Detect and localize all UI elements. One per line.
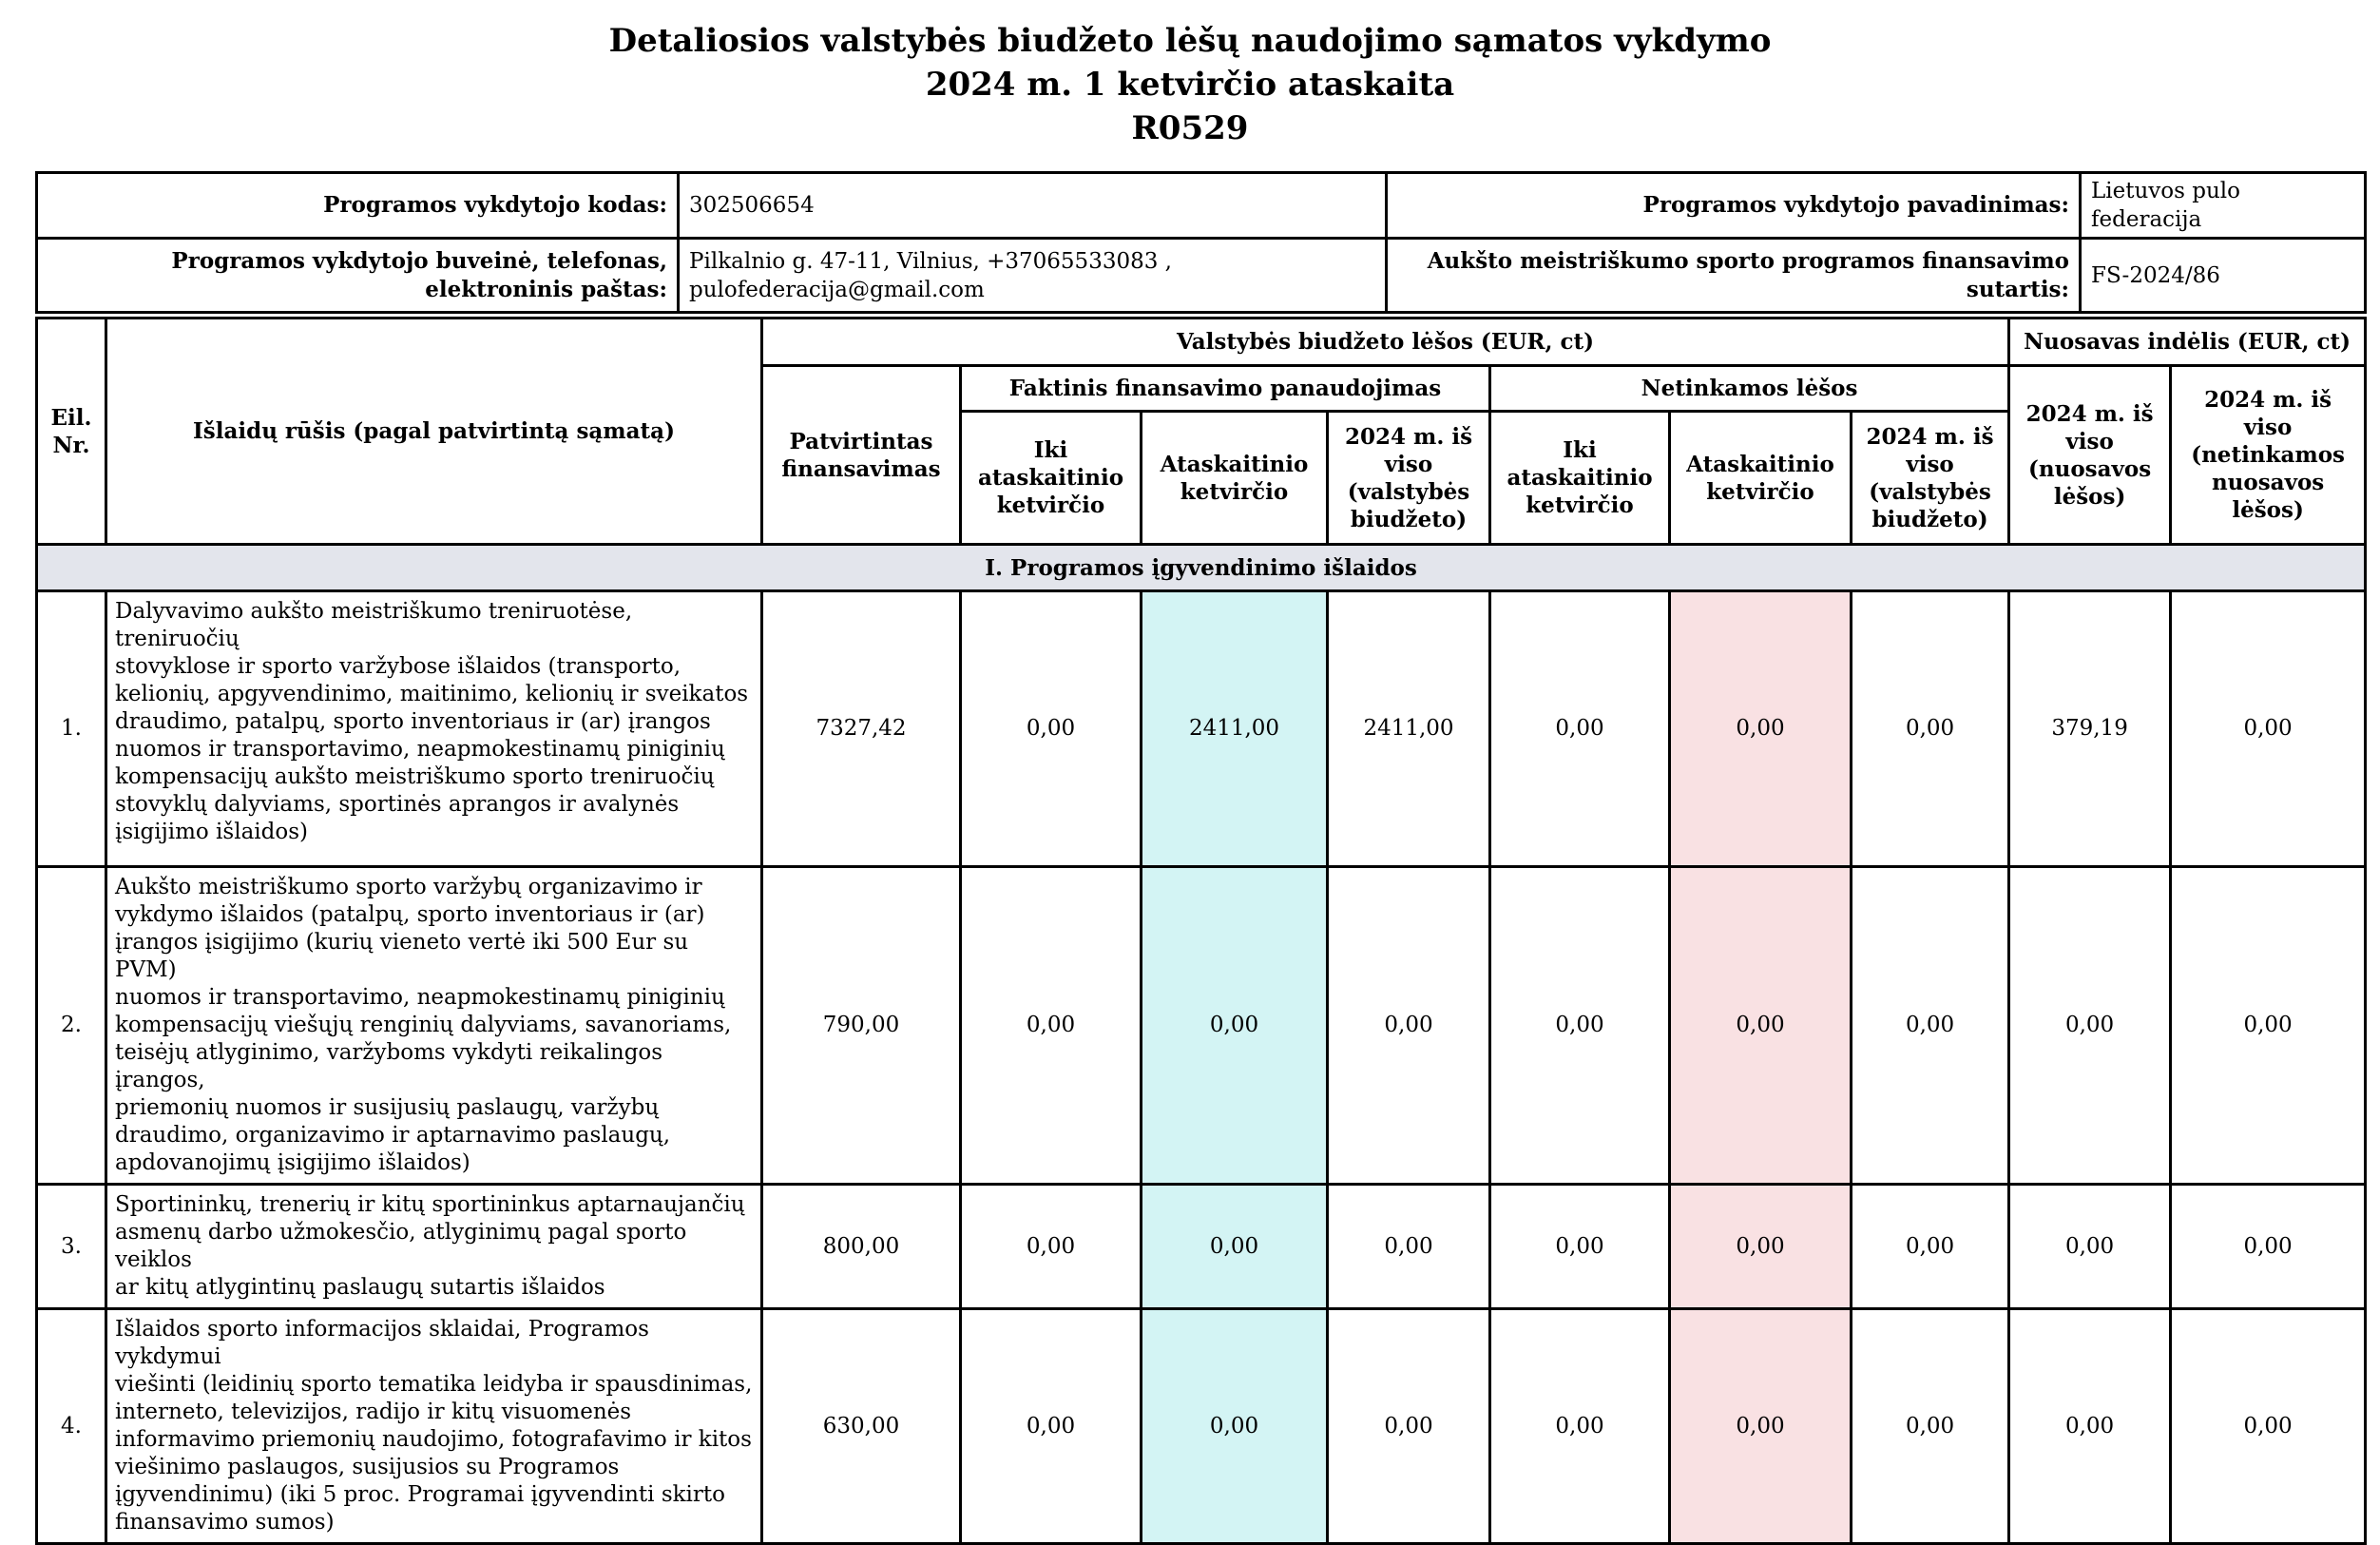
ineligible-total-cell: 0,00 [1852,867,2009,1185]
own-total-cell: 0,00 [2009,1309,2171,1544]
row-description: Aukšto meistriškumo sporto varžybų organizavimo ir vykdymo išlaidos (patalpų, sporto inventoriaus ir (ar) įrangos įsigijimo (kurių vieneto vertė iki 500 Eur su PVM) nuomos ir transportavimo, neapmokestinamų piniginių kompensacijų viešųjų renginių dalyviams, savanoriams, teisėjų atlyginimo, varžyboms vykdyti reikalingos įrangos, priemonių nuomos ir susijusių paslaugų, varžybų draudimo, organizavimo ir aptarnavimo paslaugų, apdovanojimų įsigijimo išlaidos) [106,867,762,1185]
actual-reporting-cell[interactable]: 0,00 [1142,1309,1328,1544]
actual-before-cell: 0,00 [961,1185,1142,1309]
ineligible-reporting-cell[interactable]: 0,00 [1670,591,1852,867]
table-row [37,1185,2366,1309]
actual-total-cell: 0,00 [1328,1185,1490,1309]
ineligible-before-cell: 0,00 [1490,867,1670,1185]
row-description: Sportininkų, trenerių ir kitų sportininkus aptarnaujančių asmenų darbo užmokesčio, atlyginimų pagal sporto veiklos ar kitų atlygintinų paslaugų sutartis išlaidos [106,1185,762,1309]
row-nr: 3. [37,1185,106,1309]
actual-reporting-cell[interactable]: 0,00 [1142,867,1328,1185]
table-row [37,591,2366,867]
header-expense-type: Išlaidų rūšis (pagal patvirtintą sąmatą) [106,319,762,545]
own-total-cell: 0,00 [2009,1185,2171,1309]
actual-reporting-cell[interactable]: 2411,00 [1142,591,1328,867]
ineligible-total-cell: 0,00 [1852,591,2009,867]
header-approved: Patvirtintas finansavimas [762,366,961,545]
header-own-total: 2024 m. iš viso (nuosavos lėšos) [2009,366,2171,545]
title-line-3: R0529 [1131,109,1249,147]
ineligible-total-cell: 0,00 [1852,1309,2009,1544]
actual-total-cell: 0,00 [1328,1309,1490,1544]
header-state-budget: Valstybės biudžeto lėšos (EUR, ct) [762,319,2009,366]
actual-total-cell: 2411,00 [1328,591,1490,867]
header-ineligible-total: 2024 m. iš viso (valstybės biudžeto) [1852,412,2009,545]
ineligible-reporting-cell[interactable]: 0,00 [1670,1185,1852,1309]
header-actual-before-q: Iki ataskaitinio ketvirčio [961,412,1142,545]
approved-cell: 790,00 [762,867,961,1185]
actual-reporting-cell[interactable]: 0,00 [1142,1185,1328,1309]
header-own-contribution: Nuosavas indėlis (EUR, ct) [2009,319,2366,366]
ineligible-before-cell: 0,00 [1490,1185,1670,1309]
row-nr: 4. [37,1309,106,1544]
actual-before-cell: 0,00 [961,867,1142,1185]
approved-cell: 7327,42 [762,591,961,867]
table-row [37,867,2366,1185]
title-line-1: Detaliosios valstybės biudžeto lėšų naudojimo sąmatos vykdymo [608,22,1772,60]
row-description: Dalyvavimo aukšto meistriškumo treniruotėse, treniruočių stovyklose ir sporto varžybose išlaidos (transporto, kelionių, apgyvendinimo, maitinimo, kelionių ir sveikatos draudimo, patalpų, sporto inventoriaus ir (ar) įrangos nuomos ir transportavimo, neapmokestinamų piniginių kompensacijų aukšto meistriškumo sporto treniruočių stovyklų dalyviams, sportinės aprangos ir avalynės įsigijimo išlaidos) [106,591,762,867]
approved-cell: 800,00 [762,1185,961,1309]
header-actual-use: Faktinis finansavimo panaudojimas [961,366,1490,412]
own-ineligible-cell: 0,00 [2171,1309,2366,1544]
header-ineligible: Netinkamos lėšos [1490,366,2009,412]
address-label: Programos vykdytojo buveinė, telefonas, elektroninis paštas: [37,239,679,313]
report-title [0,19,2380,150]
ineligible-before-cell: 0,00 [1490,591,1670,867]
actual-before-cell: 0,00 [961,1309,1142,1544]
own-total-cell: 0,00 [2009,867,2171,1185]
actual-before-cell: 0,00 [961,591,1142,867]
program-info-table [35,171,2367,314]
approved-cell: 630,00 [762,1309,961,1544]
header-ineligible-reporting-q: Ataskaitinio ketvirčio [1670,412,1852,545]
ineligible-reporting-cell[interactable]: 0,00 [1670,1309,1852,1544]
row-nr: 2. [37,867,106,1185]
expense-table [35,317,2367,1545]
actual-total-cell: 0,00 [1328,867,1490,1185]
own-total-cell: 379,19 [2009,591,2171,867]
table-row [37,1309,2366,1544]
section-title: I. Programos įgyvendinimo išlaidos [37,545,2366,591]
contract-label: Aukšto meistriškumo sporto programos finansavimo sutartis: [1387,239,2081,313]
header-actual-reporting-q: Ataskaitinio ketvirčio [1142,412,1328,545]
header-actual-total: 2024 m. iš viso (valstybės biudžeto) [1328,412,1490,545]
contract-value: FS-2024/86 [2081,239,2366,313]
row-nr: 1. [37,591,106,867]
own-ineligible-cell: 0,00 [2171,1185,2366,1309]
code-value: 302506654 [679,173,1387,239]
own-ineligible-cell: 0,00 [2171,591,2366,867]
ineligible-before-cell: 0,00 [1490,1309,1670,1544]
own-ineligible-cell: 0,00 [2171,867,2366,1185]
ineligible-total-cell: 0,00 [1852,1185,2009,1309]
header-ineligible-before-q: Iki ataskaitinio ketvirčio [1490,412,1670,545]
header-own-ineligible: 2024 m. iš viso (netinkamos nuosavos lėšos) [2171,366,2366,545]
name-label: Programos vykdytojo pavadinimas: [1387,173,2081,239]
address-value: Pilkalnio g. 47-11, Vilnius, +37065533083 , pulofederacija@gmail.com [679,239,1387,313]
title-line-2: 2024 m. 1 ketvirčio ataskaita [925,66,1455,104]
row-description: Išlaidos sporto informacijos sklaidai, Programos vykdymui viešinti (leidinių sporto tematika leidyba ir spausdinimas, interneto, televizijos, radijo ir kitų visuomenės informavimo priemonių naudojimo, fotografavimo ir kitos viešinimo paslaugos, susijusios su Programos įgyvendinimu) (iki 5 proc. Programai įgyvendinti skirto finansavimo sumos) [106,1309,762,1544]
code-label: Programos vykdytojo kodas: [37,173,679,239]
name-value: Lietuvos pulo federacija [2081,173,2366,239]
ineligible-reporting-cell[interactable]: 0,00 [1670,867,1852,1185]
header-nr: Eil. Nr. [37,319,106,545]
